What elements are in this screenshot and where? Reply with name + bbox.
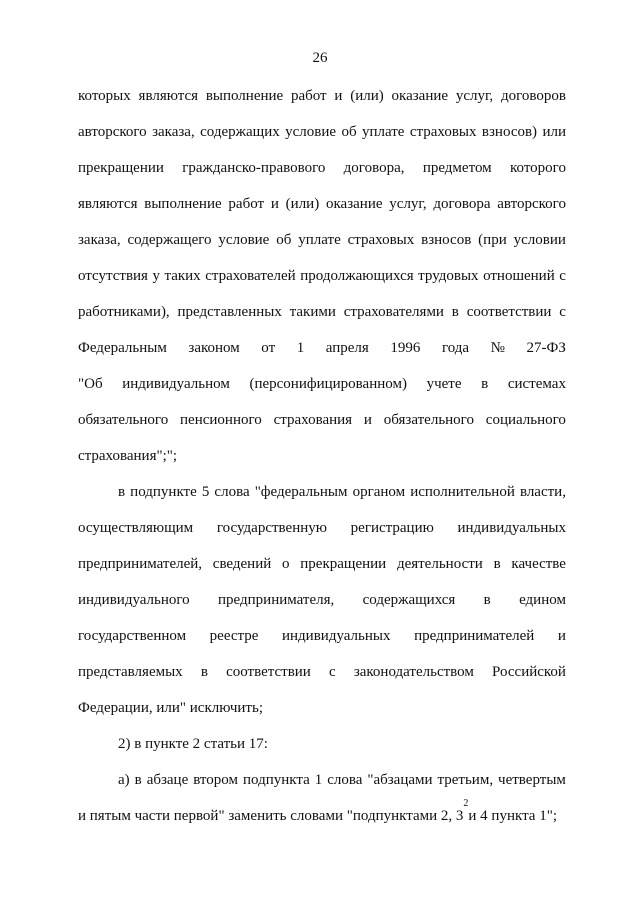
word: являются: [138, 88, 199, 104]
word: втором: [193, 772, 238, 788]
word: 1996: [390, 340, 421, 356]
word: оказание: [391, 88, 449, 104]
word: содержащих: [200, 124, 280, 140]
word: пенсионного: [180, 412, 262, 428]
word: (персонифицированном): [249, 376, 407, 392]
word: регистрацию: [350, 520, 434, 536]
word: выполнение: [144, 196, 222, 212]
word: соответствии: [226, 664, 311, 680]
word: (или): [285, 196, 320, 212]
word: такими: [289, 304, 336, 320]
word: с: [559, 304, 566, 320]
word: прекращении: [78, 160, 164, 176]
word: "абзацами: [367, 772, 433, 788]
word: заказа,: [152, 124, 195, 140]
word: содержащихся: [362, 592, 456, 608]
paragraph-line: [78, 408, 566, 444]
word: в: [451, 304, 459, 320]
word: уплате: [298, 232, 341, 248]
document-body: [78, 84, 566, 840]
paragraph-line: [78, 264, 566, 300]
word: обязательного: [78, 412, 169, 428]
word: подпункта: [242, 772, 310, 788]
paragraph-line: [78, 336, 566, 372]
paragraph-first-line: [78, 768, 566, 804]
paragraph-line: [78, 228, 566, 264]
paragraph-line: [78, 588, 566, 624]
word: едином: [519, 592, 566, 608]
paragraph-last-line: страхования";";: [78, 448, 178, 464]
word: и: [270, 196, 279, 212]
word: уплате: [361, 124, 405, 140]
word: исполнительной: [410, 484, 515, 500]
word: индивидуального: [78, 592, 190, 608]
word: страхователями: [343, 304, 444, 320]
word: 1: [296, 340, 305, 356]
paragraph-line: [78, 660, 566, 696]
paragraph-line: [78, 552, 566, 588]
word: прекращении: [300, 556, 387, 572]
word: в: [483, 592, 491, 608]
paragraph-line: [78, 192, 566, 228]
word: которого: [509, 160, 566, 176]
word: третьим,: [437, 772, 494, 788]
word: слова: [327, 772, 363, 788]
paragraph-line: [78, 516, 566, 552]
word: которых: [78, 88, 131, 104]
word: предпринимателей: [414, 628, 535, 644]
word: договоров: [500, 88, 566, 104]
word: деятельности: [396, 556, 483, 572]
word: (или): [350, 88, 384, 104]
word: заказа,: [78, 232, 121, 248]
paragraph-line: [78, 120, 566, 156]
word: услуг,: [455, 88, 494, 104]
line-text-tail: и 4 пункта 1";: [468, 808, 557, 824]
word: авторского: [497, 196, 566, 212]
word: №: [490, 340, 505, 356]
word: взносов: [421, 232, 472, 248]
superscript: 2: [463, 798, 469, 809]
word: являются: [78, 196, 138, 212]
word: и: [363, 412, 372, 428]
word: отсутствия: [78, 268, 148, 284]
word: страхования: [273, 412, 353, 428]
word: сведений: [212, 556, 272, 572]
word: гражданско-правового: [182, 160, 326, 176]
word: оказание: [325, 196, 383, 212]
paragraph-last-line: [78, 798, 566, 840]
paragraph-line: [78, 156, 566, 192]
word: "Об: [78, 376, 103, 392]
word: страхователей: [205, 268, 296, 284]
section-heading: 2) в пункте 2 статьи 17:: [118, 736, 268, 752]
word: работ: [290, 88, 327, 104]
word: качестве: [511, 556, 566, 572]
word: предпринимателей,: [78, 556, 203, 572]
word: "федеральным: [254, 484, 348, 500]
word: трудовых: [418, 268, 479, 284]
paragraph-line: [78, 300, 566, 336]
word: соответствии: [466, 304, 552, 320]
word: власти,: [519, 484, 566, 500]
word: слова: [214, 484, 250, 500]
word: отношений: [483, 268, 555, 284]
paragraph-line: [78, 84, 566, 120]
word: договора: [433, 196, 491, 212]
word: абзаце: [146, 772, 189, 788]
word: государственную: [216, 520, 327, 536]
word: об: [341, 124, 357, 140]
paragraph-first-line: [78, 480, 566, 516]
word: об: [276, 232, 292, 248]
word: социального: [485, 412, 566, 428]
word: индивидуальном: [122, 376, 230, 392]
word: а): [118, 772, 130, 788]
word: условии: [513, 232, 566, 248]
word: в: [481, 376, 489, 392]
word: страховых: [409, 124, 477, 140]
word: органом: [352, 484, 406, 500]
word: 27-ФЗ: [526, 340, 566, 356]
word: системах: [507, 376, 566, 392]
word: выполнение: [205, 88, 284, 104]
word: года: [441, 340, 470, 356]
word: в: [118, 484, 126, 500]
word: в: [200, 664, 208, 680]
word: реестре: [209, 628, 259, 644]
word: обязательного: [383, 412, 474, 428]
word: представляемых: [78, 664, 183, 680]
word: представленных: [177, 304, 282, 320]
word: индивидуальных: [282, 628, 391, 644]
word: подпункте: [130, 484, 197, 500]
word: условие: [218, 232, 270, 248]
word: у: [152, 268, 160, 284]
paragraph-line: [78, 372, 566, 408]
page-number: 26: [312, 50, 328, 66]
paragraph-line: [78, 624, 566, 660]
word: продолжающихся: [300, 268, 414, 284]
word: учете: [426, 376, 462, 392]
word: с: [329, 664, 336, 680]
word: предпринимателя,: [218, 592, 335, 608]
word: законом: [188, 340, 240, 356]
paragraph-last-line: Федерации, или" исключить;: [78, 700, 263, 716]
word: индивидуальных: [457, 520, 566, 536]
word: и: [334, 88, 343, 104]
word: четвертым: [498, 772, 566, 788]
word: 5: [201, 484, 210, 500]
word: страховых: [347, 232, 415, 248]
word: от: [261, 340, 276, 356]
word: 1: [314, 772, 323, 788]
word: с: [559, 268, 566, 284]
word: или: [542, 124, 566, 140]
word: услуг,: [389, 196, 427, 212]
word: содержащего: [127, 232, 212, 248]
word: (при: [478, 232, 507, 248]
word: договора,: [343, 160, 405, 176]
word: и: [557, 628, 566, 644]
word: о: [282, 556, 290, 572]
word: предметом: [422, 160, 492, 176]
word: работ: [228, 196, 265, 212]
word: государственном: [78, 628, 187, 644]
line-text: и пятым части первой" заменить словами "подпунктами 2, 3: [78, 808, 464, 824]
word: работниками),: [78, 304, 170, 320]
word: осуществляющим: [78, 520, 194, 536]
word: авторского: [78, 124, 147, 140]
word: законодательством: [353, 664, 474, 680]
word: в: [134, 772, 142, 788]
word: апреля: [325, 340, 369, 356]
word: Российской: [492, 664, 566, 680]
word: условие: [285, 124, 337, 140]
word: взносов): [481, 124, 538, 140]
word: таких: [164, 268, 201, 284]
word: в: [493, 556, 501, 572]
word: Федеральным: [78, 340, 167, 356]
